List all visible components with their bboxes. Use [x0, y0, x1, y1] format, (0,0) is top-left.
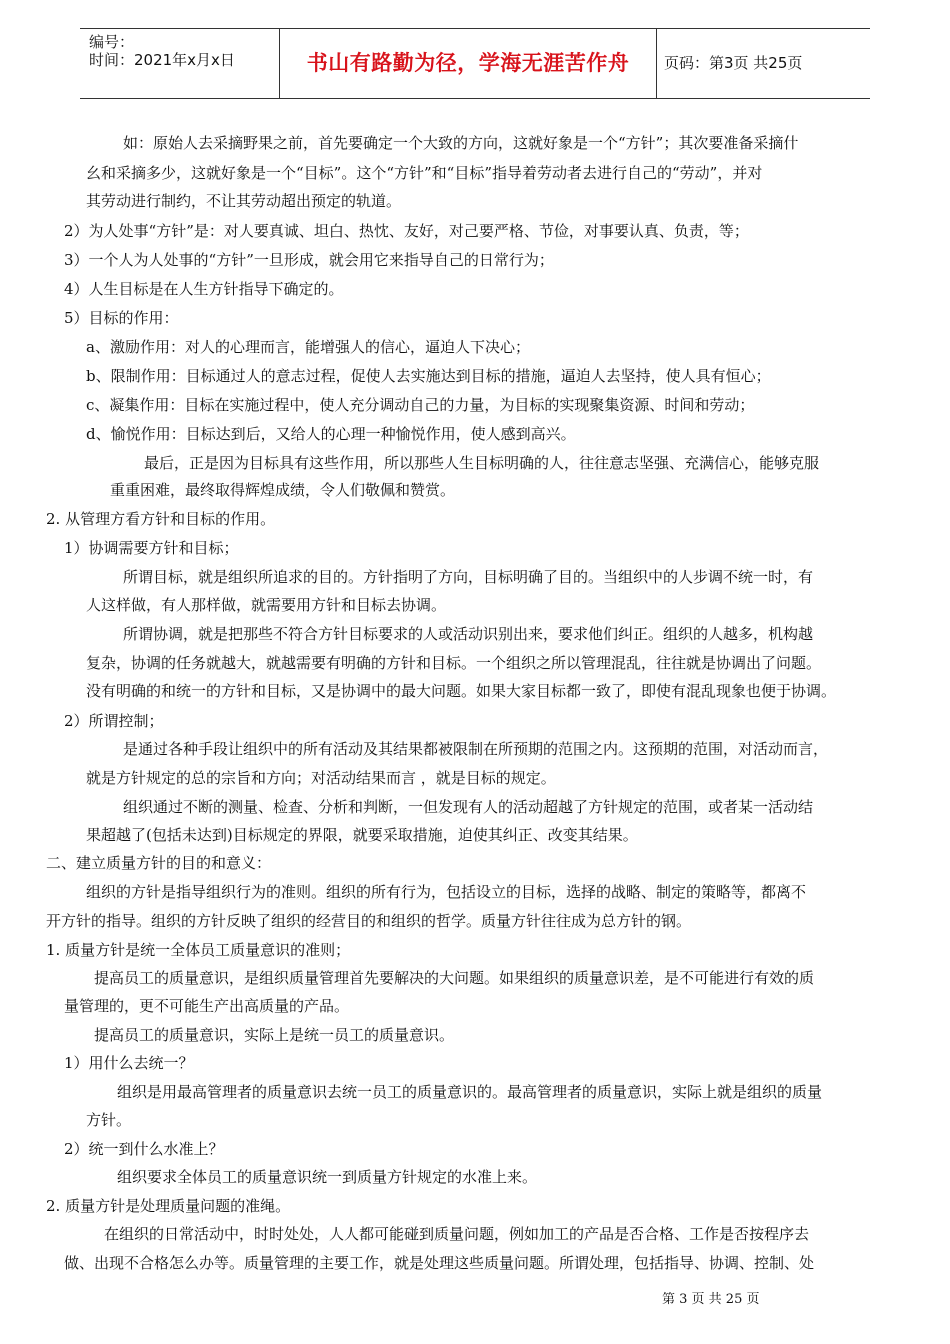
text-line: 2）统一到什么水准上？ — [64, 1140, 224, 1158]
text-line: b、限制作用：目标通过人的意志过程，促使人去实施达到目标的措施，逼迫人去坚持，使人具有恒心； — [86, 367, 771, 385]
text-line: 1）用什么去统一？ — [64, 1054, 194, 1072]
text-line: 组织要求全体员工的质量意识统一到质量方针规定的水准上来。 — [117, 1168, 538, 1186]
text-line: 2. 从管理方看方针和目标的作用。 — [46, 510, 276, 528]
text-line: 其劳动进行制约，不让其劳动超出预定的轨道。 — [86, 192, 402, 210]
text-line: 4）人生目标是在人生方针指导下确定的。 — [64, 280, 344, 298]
text-line: 2. 质量方针是处理质量问题的准绳。 — [46, 1197, 291, 1215]
text-line: 提高员工的质量意识，是组织质量管理首先要解决的大问题。如果组织的质量意识差，是不可能进行有效的质 — [94, 969, 815, 987]
text-line: 5）目标的作用： — [64, 309, 179, 327]
text-line: 人这样做，有人那样做，就需要用方针和目标去协调。 — [86, 596, 447, 614]
text-line: 2）所谓控制； — [64, 712, 164, 730]
text-line: 复杂，协调的任务就越大，就越需要有明确的方针和目标。一个组织之所以管理混乱，往往就是协调出了问题。 — [86, 654, 822, 672]
text-line: 2）为人处事“方针”是：对人要真诚、坦白、热忱、友好，对己要严格、节俭，对事要认真、负责，等； — [64, 222, 749, 240]
text-line: d、愉悦作用：目标达到后，又给人的心理一种愉悦作用，使人感到高兴。 — [86, 425, 576, 443]
header-page-info: 页码：第3页 共25页 — [664, 54, 803, 72]
text-line: 幺和采摘多少，这就好象是一个“目标”。这个“方针”和“目标”指导着劳动者去进行自己的“劳动”，并对 — [86, 164, 763, 182]
text-line: 量管理的，更不可能生产出高质量的产品。 — [64, 997, 350, 1015]
text-line: 方针。 — [86, 1111, 132, 1129]
number-label: 编号： — [89, 33, 135, 51]
text-line: 3）一个人为人处事的“方针”一旦形成，就会用它来指导自己的日常行为； — [64, 251, 554, 269]
text-line: 所谓协调，就是把那些不符合方针目标要求的人或活动识别出来，要求他们纠正。组织的人越多，机构越 — [123, 625, 814, 643]
text-line: 就是方针规定的总的宗旨和方向；对活动结果而言 ，就是目标的规定。 — [86, 769, 556, 787]
text-line: 开方针的指导。组织的方针反映了组织的经营目的和组织的哲学。质量方针往往成为总方针的钢。 — [46, 912, 692, 930]
text-line: a、激励作用：对人的心理而言，能增强人的信心，逼迫人下决心； — [86, 338, 530, 356]
text-line: 1）协调需要方针和目标； — [64, 539, 239, 557]
text-line: 在组织的日常活动中，时时处处，人人都可能碰到质量问题，例如加工的产品是否合格、工作是否按程序去 — [104, 1225, 810, 1243]
page-footer: 第 3 页 共 25 页 — [662, 1292, 760, 1307]
text-line: 所谓目标，就是组织所追求的目的。方针指明了方向，目标明确了目的。当组织中的人步调不统一时，有 — [123, 568, 814, 586]
text-line: 二、建立质量方针的目的和意义： — [46, 854, 272, 872]
text-line: c、凝集作用：目标在实施过程中，使人充分调动自己的力量，为目标的实现聚集资源、时间和劳动； — [86, 396, 755, 414]
text-line: 如：原始人去采摘野果之前，首先要确定一个大致的方向，这就好象是一个“方针”；其次要准备采摘什 — [123, 134, 799, 152]
header-meta — [80, 29, 280, 98]
text-line: 果超越了(包括未达到)目标规定的界限，就要采取措施，迫使其纠正、改变其结果。 — [86, 826, 638, 844]
text-line: 组织的方针是指导组织行为的准则。组织的所有行为，包括设立的目标，选择的战略、制定的策略等，都离不 — [86, 883, 807, 901]
header-motto: 书山有路勤为径，学海无涯苦作舟 — [280, 29, 657, 98]
text-line: 组织通过不断的测量、检查、分析和判断，一但发现有人的活动超越了方针规定的范围，或者某一活动结 — [123, 798, 814, 816]
time-label: 时间：2021年x月x日 — [89, 51, 235, 69]
text-line: 做、出现不合格怎么办等。质量管理的主要工作，就是处理这些质量问题。所谓处理，包括指导、协调、控制、处 — [64, 1254, 815, 1272]
page-header — [80, 28, 870, 99]
text-line: 重重困难，最终取得辉煌成绩，令人们敬佩和赞赏。 — [110, 481, 456, 499]
text-line: 是通过各种手段让组织中的所有活动及其结果都被限制在所预期的范围之内。这预期的范围，对活动而言， — [123, 740, 829, 758]
text-line: 组织是用最高管理者的质量意识去统一员工的质量意识的。最高管理者的质量意识，实际上就是组织的质量 — [117, 1083, 823, 1101]
text-line: 最后，正是因为目标具有这些作用，所以那些人生目标明确的人，往往意志坚强、充满信心，能够克服 — [144, 454, 820, 472]
text-line: 没有明确的和统一的方针和目标，又是协调中的最大问题。如果大家目标都一致了，即使有混乱现象也便于协调。 — [86, 682, 837, 700]
text-line: 提高员工的质量意识，实际上是统一员工的质量意识。 — [94, 1026, 455, 1044]
text-line: 1. 质量方针是统一全体员工质量意识的准则； — [46, 941, 351, 959]
